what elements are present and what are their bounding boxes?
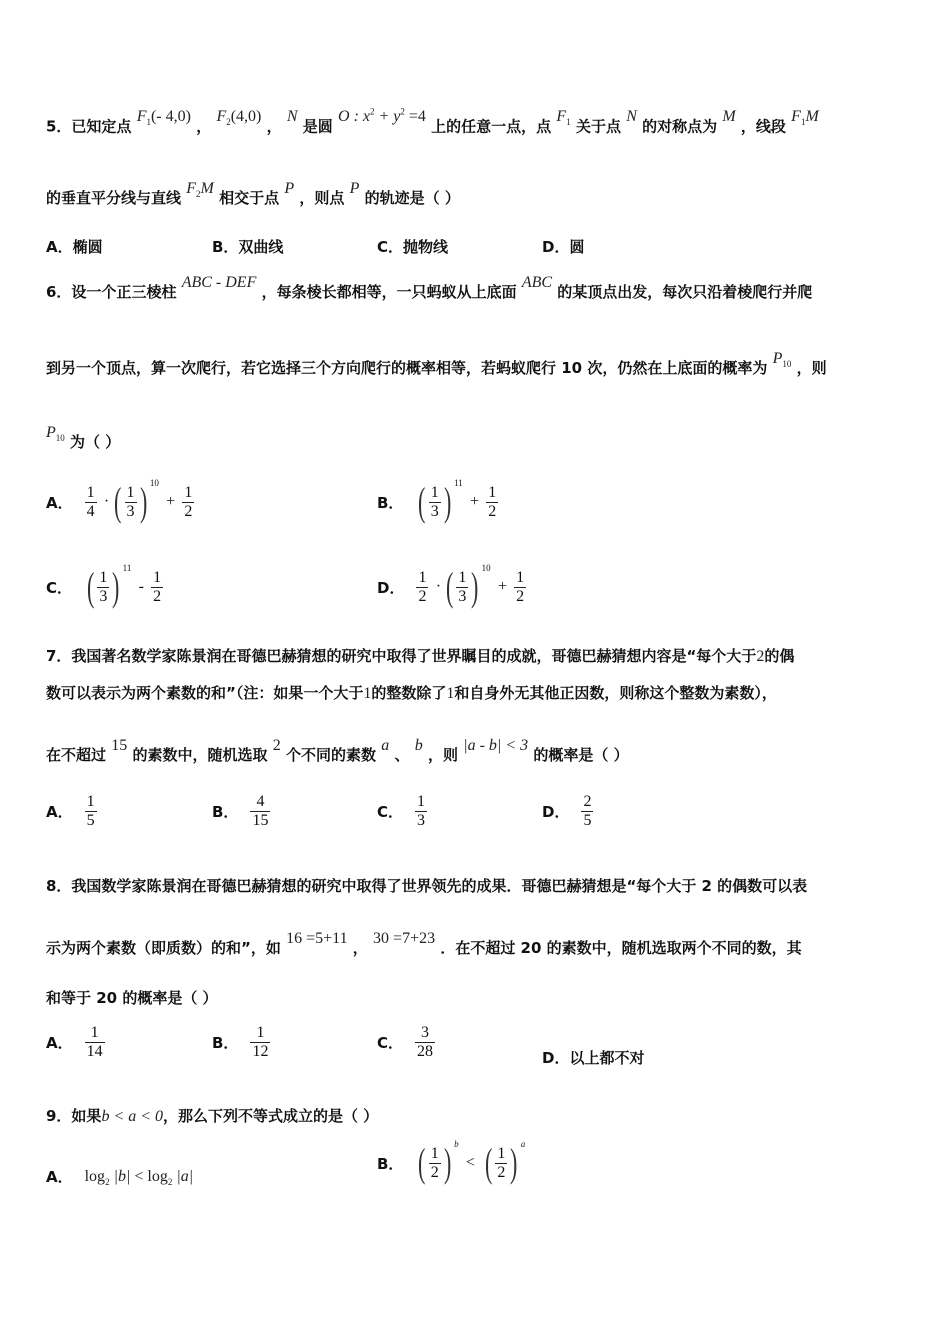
- frac: $\frac{1}{3}$: [126, 483, 135, 520]
- q8-option-b[interactable]: [212, 1024, 270, 1061]
- text: 和自身外无其他正因数，则称这个整数为素数），: [454, 684, 777, 702]
- q7-option-c[interactable]: [377, 793, 427, 830]
- frac: $\frac{1}{3}$: [458, 568, 467, 605]
- frac: $\frac{1}{12}$: [252, 1024, 269, 1060]
- frac: $\frac{1}{2}$: [516, 568, 525, 605]
- text: 的概率是（ ）: [533, 746, 629, 764]
- frac: $\frac{1}{2}$: [418, 568, 427, 605]
- q6-line1: [46, 274, 813, 303]
- math-b: b: [414, 737, 423, 754]
- text: ．在不超过 20 的素数中，随机选取两个不同的数，其: [440, 939, 802, 957]
- option-label: C．: [377, 1034, 404, 1052]
- op: +: [470, 493, 480, 510]
- q9-line1: [46, 1106, 378, 1127]
- q7-line2: [46, 683, 777, 704]
- math-n: N: [286, 108, 298, 126]
- q6-line2: [46, 350, 827, 384]
- q5-option-b[interactable]: B．双曲线: [212, 238, 284, 256]
- text: 、: [394, 746, 410, 764]
- text: ，每条棱长都相等，一只蚂蚁从上底面: [261, 283, 517, 301]
- op: +: [497, 578, 507, 595]
- math-circle: O : $x^2 + y^2 =4$: [338, 107, 426, 126]
- option-label: A．: [46, 1168, 73, 1186]
- math-eq1: 16 =5+11: [286, 930, 348, 947]
- num: 15: [111, 737, 128, 754]
- op: <: [465, 1154, 475, 1171]
- expr: $\frac{1}{2}$ · ( $\frac{1}{3}$ ) 10 + $\frac{1}{2}$: [418, 563, 525, 609]
- q6-option-a[interactable]: [46, 478, 194, 524]
- text: 6．设一个正三棱柱: [46, 283, 177, 301]
- frac: $\frac{1}{3}$: [99, 568, 108, 605]
- q7-option-b[interactable]: [212, 793, 270, 830]
- math-m: M: [722, 108, 736, 126]
- text: 上的任意一点，点: [431, 117, 552, 136]
- text: 9．如果: [46, 1107, 102, 1125]
- math-f2m: $F_2M$: [186, 180, 214, 200]
- option-label: C．: [46, 578, 73, 597]
- frac: $\frac{3}{28}$: [417, 1024, 434, 1060]
- frac: $\frac{1}{3}$: [430, 483, 439, 520]
- q6-option-c[interactable]: [46, 563, 163, 609]
- q6-option-d[interactable]: [377, 563, 526, 609]
- option-label: A．: [46, 493, 73, 512]
- text: 的素数中，随机选取: [132, 746, 268, 764]
- q8-option-c[interactable]: [377, 1024, 435, 1061]
- frac: $\frac{1}{2}$: [488, 483, 497, 520]
- math-n2: N: [626, 108, 637, 126]
- q7-option-a[interactable]: [46, 793, 97, 830]
- math-prism: ABC - DEF: [181, 274, 257, 291]
- math-p2: P: [349, 180, 360, 197]
- text: 5．已知定点: [46, 117, 132, 136]
- q8-option-a[interactable]: [46, 1024, 105, 1061]
- frac: $\frac{2}{5}$: [583, 793, 592, 829]
- text: ，: [266, 117, 282, 136]
- exponent: 11: [122, 563, 132, 573]
- math-p: P: [284, 180, 295, 197]
- expr: ( $\frac{1}{3}$ ) 11 + $\frac{1}{2}$: [418, 478, 497, 524]
- frac: $\frac{1}{5}$: [86, 793, 95, 829]
- text: 的垂直平分线与直线: [46, 189, 182, 207]
- math-cond: b < a < 0: [101, 1108, 164, 1125]
- op: -: [138, 578, 144, 595]
- text: ，: [352, 939, 368, 957]
- text: 示为两个素数（即质数）的和”，如: [46, 939, 281, 957]
- q8-line1: 8．我国数学家陈景润在哥德巴赫猜想的研究中取得了世界领先的成果．哥德巴赫猜想是“每个大于 2 的偶数可以表: [46, 877, 808, 895]
- text: 的对称点为: [642, 117, 718, 136]
- q6-line3: [46, 424, 121, 458]
- math-base: ABC: [521, 274, 553, 291]
- option-label: D．: [542, 803, 570, 821]
- math-eq2: 30 =7+23: [373, 930, 436, 947]
- q5-option-d[interactable]: D．圆: [542, 238, 585, 256]
- option-label: B．: [212, 1034, 239, 1052]
- frac: $\frac{4}{15}$: [252, 793, 269, 829]
- text: 相交于点: [219, 189, 280, 207]
- math-a: a: [381, 737, 390, 754]
- text: ，则: [427, 746, 458, 764]
- text: 的整数除了: [371, 684, 447, 702]
- text: 的偶: [764, 647, 795, 665]
- expr: $\frac{1}{4}$ · ( $\frac{1}{3}$ ) 10 + $\frac{1}{2}$: [86, 478, 193, 524]
- exponent: 11: [454, 478, 463, 488]
- q5-line2: [46, 180, 460, 214]
- math-p10: $P_{10}$: [772, 350, 792, 370]
- q7-option-d[interactable]: [542, 793, 593, 830]
- q8-line2: [46, 930, 802, 959]
- text: 是圆: [302, 117, 333, 136]
- text: 在不超过: [46, 746, 107, 764]
- text: 的某顶点出发，每次只沿着棱爬行并爬: [557, 283, 813, 301]
- math-f2: $F_2(4,0)$: [216, 108, 262, 128]
- text: 数可以表示为两个素数的和”（注：如果一个大于: [46, 684, 364, 702]
- q9-option-a[interactable]: [46, 1166, 193, 1187]
- text: ，则: [796, 359, 827, 377]
- q8-line3: 和等于 20 的概率是（ ）: [46, 989, 218, 1007]
- frac: $\frac{1}{14}$: [86, 1024, 103, 1060]
- exponent: b: [454, 1139, 459, 1149]
- q7-line1: [46, 646, 794, 667]
- option-label: B．: [212, 803, 239, 821]
- frac: $\frac{1}{3}$: [417, 793, 426, 829]
- math-f1m: $F_1M$: [791, 108, 819, 128]
- frac: $\frac{1}{2}$: [430, 1144, 439, 1181]
- text: ，则点: [299, 189, 345, 207]
- op: ·: [103, 493, 110, 510]
- text: 为（ ）: [70, 433, 121, 451]
- option-label: B．: [377, 1154, 404, 1173]
- text: 关于点: [575, 117, 621, 136]
- num: 1: [446, 685, 455, 702]
- num: 2: [272, 737, 281, 754]
- option-label: A．: [46, 803, 73, 821]
- option-label: C．: [377, 803, 404, 821]
- exponent: 10: [149, 478, 159, 488]
- math-f1b: $F_1$: [556, 108, 571, 128]
- text: 7．我国著名数学家陈景润在哥德巴赫猜想的研究中取得了世界瞩目的成就，哥德巴赫猜想内容是“每个大于: [46, 647, 757, 665]
- q6-option-b[interactable]: [377, 478, 498, 524]
- frac: $\frac{1}{2}$: [184, 483, 193, 520]
- q5-option-c[interactable]: C．抛物线: [377, 238, 449, 256]
- frac: $\frac{1}{2}$: [497, 1144, 506, 1181]
- expr: ( $\frac{1}{2}$ ) b < ( $\frac{1}{2}$ ) a: [418, 1139, 526, 1185]
- num: 1: [363, 685, 372, 702]
- text: ，: [196, 117, 212, 136]
- frac: $\frac{1}{4}$: [86, 483, 95, 520]
- op: +: [166, 493, 176, 510]
- text: 个不同的素数: [285, 746, 376, 764]
- exponent: a: [520, 1139, 526, 1149]
- text: 到另一个顶点，算一次爬行，若它选择三个方向爬行的概率相等，若蚂蚁爬行 10 次，仍然在上底面的概率为: [46, 359, 768, 377]
- text: ，线段: [740, 117, 786, 136]
- option-label: B．: [377, 493, 404, 512]
- q8-option-d[interactable]: D．以上都不对: [542, 1049, 645, 1067]
- exponent: 10: [481, 563, 491, 573]
- q5-line1: [46, 107, 819, 143]
- math-abs: |a - b| < 3: [463, 737, 529, 754]
- math-p10b: $P_{10}$: [46, 424, 65, 444]
- q9-option-b[interactable]: [377, 1139, 526, 1185]
- q5-option-a[interactable]: A．椭圆: [46, 238, 103, 256]
- num: 2: [756, 648, 765, 665]
- option-label: A．: [46, 1034, 73, 1052]
- op: ·: [435, 578, 442, 595]
- text: ，那么下列不等式成立的是（ ）: [163, 1107, 379, 1125]
- option-label: D．: [377, 578, 405, 597]
- math-f1: $F_1(-$ 4,0): [136, 108, 191, 128]
- expr: ( $\frac{1}{3}$ ) 11 - $\frac{1}{2}$: [87, 563, 162, 609]
- text: 的轨迹是（ ）: [364, 189, 460, 207]
- q7-line3: [46, 737, 629, 766]
- math-log-expr: $\log_2 |b| < \log_2 |a|$: [84, 1168, 194, 1188]
- frac: $\frac{1}{2}$: [153, 568, 162, 605]
